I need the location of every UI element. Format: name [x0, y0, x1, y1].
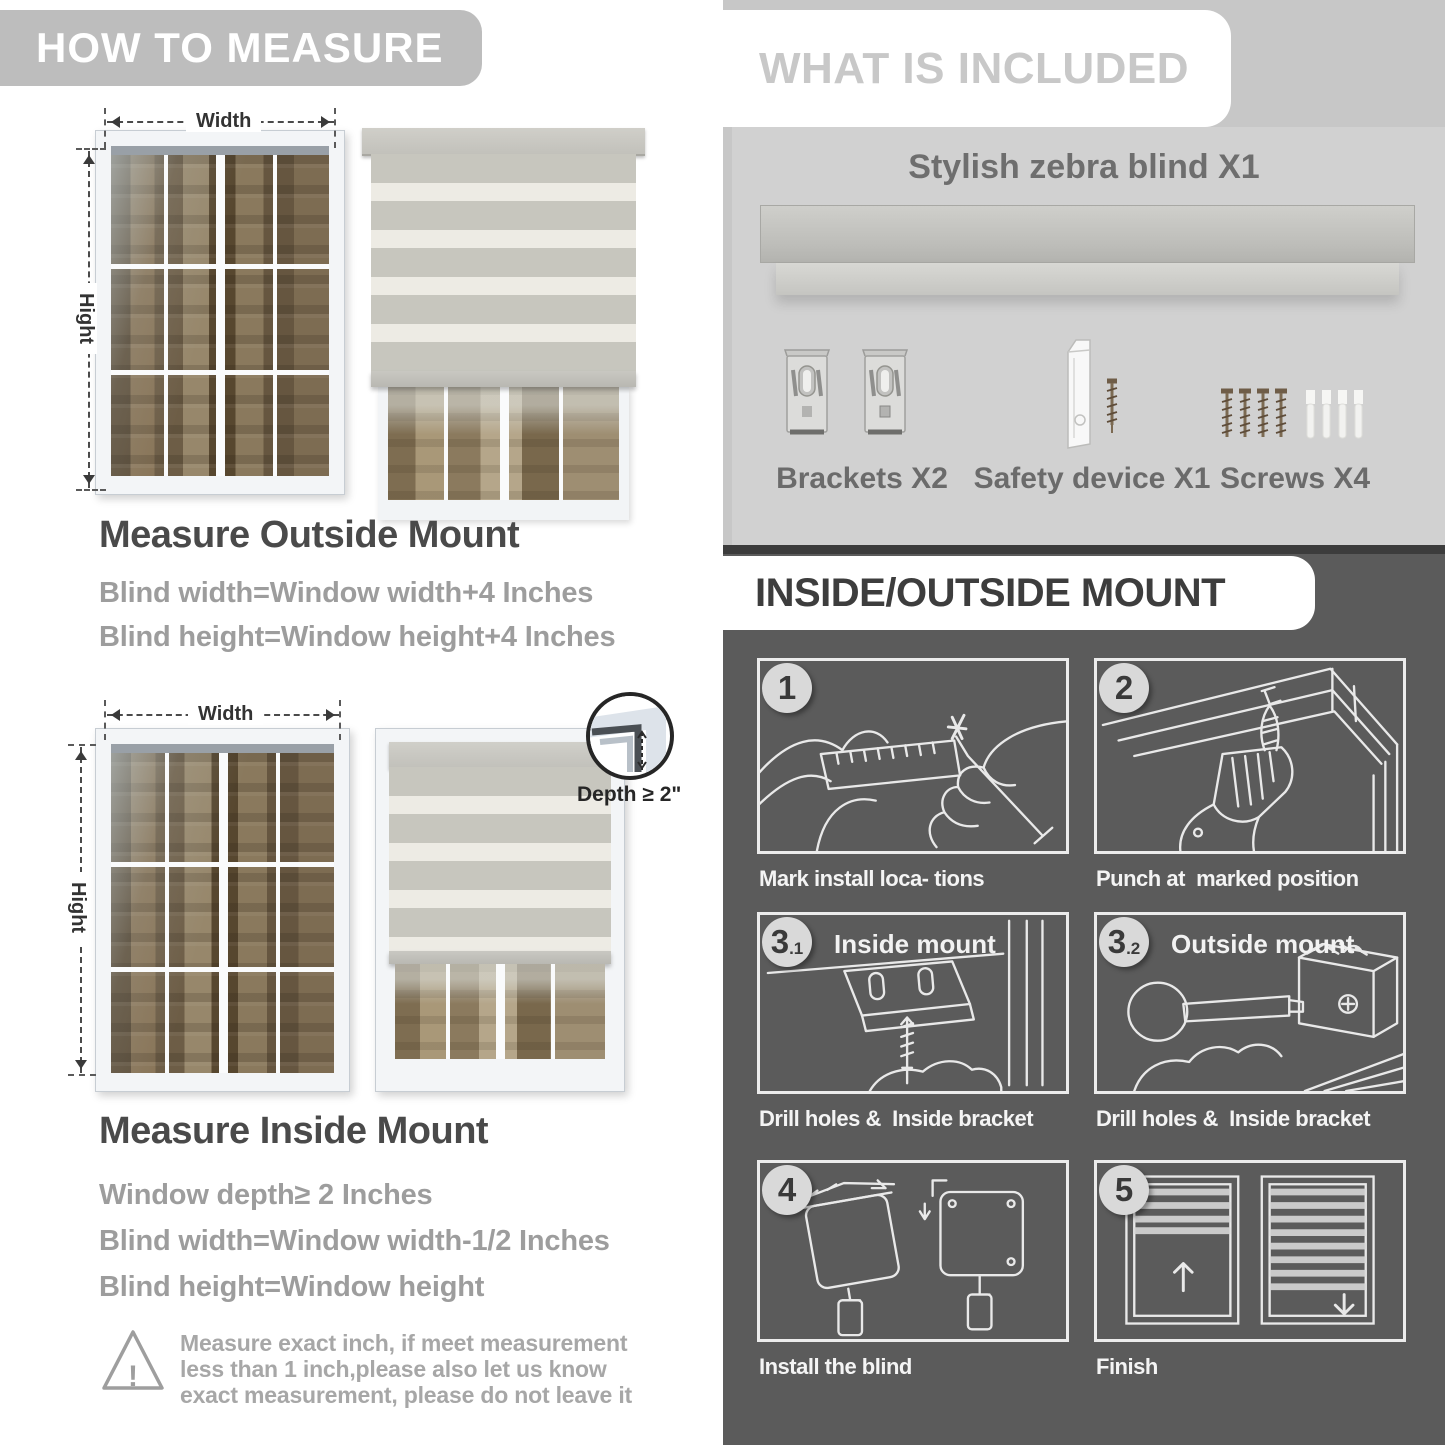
width-tick-left	[104, 108, 106, 148]
window-street-photo	[388, 387, 619, 500]
window-illustration-outside	[95, 130, 345, 495]
window-sash-divider	[219, 753, 228, 1073]
window-mullion	[446, 964, 450, 1059]
screw-icon	[1104, 378, 1120, 436]
blind-fabric-stripes	[371, 154, 636, 371]
warning-exclamation: !	[128, 1360, 138, 1393]
mounting-bracket-icon	[862, 348, 908, 440]
window-mullion	[559, 387, 563, 500]
blind-window-behind	[378, 387, 629, 520]
step-3-1-badge: 3 .1	[762, 917, 812, 967]
inside-outside-mount-header	[723, 556, 1315, 630]
step-3-1-title: Inside mount	[834, 929, 996, 959]
step-3-1-caption: Drill holes & Inside bracket	[759, 1106, 1034, 1131]
window-reflection-photo	[111, 155, 329, 476]
inside-mount-rule-2: Blind width=Window width-1/2 Inches	[99, 1225, 610, 1257]
mounting-bracket-icon	[784, 348, 830, 440]
step-3-2-title: Outside mount	[1171, 929, 1355, 959]
height-label-inside: Hight	[67, 872, 89, 943]
width-label-inside: Width	[188, 703, 263, 725]
window-sash-divider	[500, 387, 509, 500]
window-street-photo	[395, 964, 605, 1059]
step-5-badge: 5	[1099, 1165, 1149, 1215]
warning-text: Measure exact inch, if meet measurement less than 1 inch,please also let us know exact measurement, please do not leave it	[180, 1330, 632, 1408]
step-3-2-badge: 3 .2	[1099, 917, 1149, 967]
step-3-2-caption: Drill holes & Inside bracket	[1096, 1106, 1371, 1131]
blind-cassette	[389, 742, 611, 769]
step-1-box	[757, 658, 1069, 854]
window-mullion	[444, 387, 448, 500]
step-3-1-box	[757, 912, 1069, 1094]
window-mullion	[165, 753, 169, 1073]
brackets-label: Brackets X2	[776, 462, 948, 495]
window-sash-divider	[216, 155, 225, 476]
screws-anchors-icon	[1218, 388, 1368, 446]
step-4-caption: Install the blind	[759, 1354, 912, 1379]
step-3-2-box	[1094, 912, 1406, 1094]
blind-item-label: Stylish zebra blind X1	[908, 148, 1260, 186]
section-divider	[723, 545, 1445, 554]
window-mullion	[111, 862, 334, 867]
window-sash-area	[111, 744, 334, 1073]
blind-bottom-rail	[389, 951, 611, 964]
step-1-badge: 1	[762, 663, 812, 713]
height-label-outside: Hight	[75, 283, 97, 354]
how-to-measure-header	[0, 10, 482, 86]
what-is-included-header	[723, 10, 1231, 127]
window-mullion	[111, 264, 329, 269]
safety-device-icon	[1062, 338, 1096, 450]
what-is-included-title: WHAT IS INCLUDED	[759, 43, 1190, 93]
inside-outside-mount-title: INSIDE/OUTSIDE MOUNT	[755, 570, 1226, 615]
step-2-box	[1094, 658, 1406, 854]
window-head-strip	[111, 146, 329, 155]
inside-mount-rule-3: Blind height=Window height	[99, 1271, 485, 1303]
step-4-box	[757, 1160, 1069, 1342]
inside-mount-heading: Measure Inside Mount	[99, 1110, 489, 1152]
width-tick-right	[334, 108, 336, 148]
outside-mount-rule-1: Blind width=Window width+4 Inches	[99, 577, 594, 609]
blind-bottom-rail	[371, 371, 636, 387]
frame-corner-detail-icon	[586, 692, 666, 772]
window-mullion	[276, 753, 280, 1073]
step-4-badge: 4	[762, 1165, 812, 1215]
zebra-blind-illustration-outside	[362, 128, 645, 498]
window-mullion	[551, 964, 555, 1059]
step-2-badge: 2	[1099, 663, 1149, 713]
window-reflection-photo	[111, 753, 334, 1073]
headrail-cassette-image	[760, 205, 1415, 263]
safety-device-label: Safety device X1	[973, 462, 1211, 495]
window-sash-area	[111, 146, 329, 476]
inside-mount-rule-1: Window depth≥ 2 Inches	[99, 1179, 433, 1211]
step-5-box	[1094, 1160, 1406, 1342]
window-mullion	[111, 967, 334, 972]
window-sash-divider	[496, 964, 505, 1059]
step-1-caption: Mark install loca- tions	[759, 866, 985, 891]
screws-label: Screws X4	[1219, 462, 1371, 495]
window-mullion	[111, 370, 329, 375]
step-5-caption: Finish	[1096, 1354, 1158, 1379]
outside-mount-rule-2: Blind height=Window height+4 Inches	[99, 621, 616, 653]
step-2-caption: Punch at marked position	[1096, 866, 1359, 891]
outside-mount-heading: Measure Outside Mount	[99, 514, 520, 556]
width-label-outside: Width	[186, 110, 261, 132]
window-mullion	[273, 155, 277, 476]
window-head-strip	[111, 744, 334, 753]
blind-cassette	[362, 128, 645, 156]
window-mullion	[164, 155, 168, 476]
window-illustration-inside	[95, 728, 350, 1092]
headrail-lip-image	[776, 263, 1399, 295]
depth-requirement-label: Depth ≥ 2"	[577, 783, 682, 806]
how-to-measure-title: HOW TO MEASURE	[36, 24, 444, 71]
depth-callout-circle	[586, 692, 674, 780]
